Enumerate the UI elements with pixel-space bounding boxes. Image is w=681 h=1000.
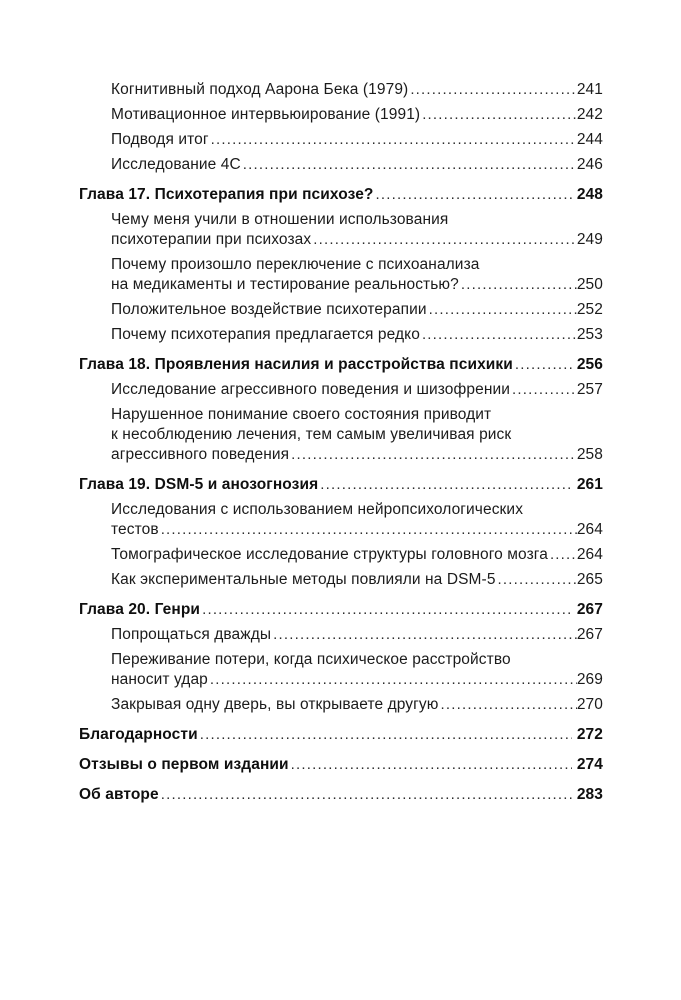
page-number: 256 xyxy=(576,356,603,373)
dot-leader xyxy=(429,300,577,320)
toc-entry-sub xyxy=(79,545,603,565)
toc-entry-title: Глава 18. Проявления насилия и расстройства психики xyxy=(79,356,513,373)
toc-entry-title: Благодарности xyxy=(79,726,198,743)
toc-entry-chapter xyxy=(79,185,603,205)
toc-line xyxy=(111,445,603,465)
toc-entry-title: Об авторе xyxy=(79,786,159,803)
toc-entry-chapter xyxy=(79,600,603,620)
toc-entry-title: Почему психотерапия предлагается редко xyxy=(111,326,420,343)
toc-line xyxy=(111,255,603,275)
page-number: 264 xyxy=(576,546,603,563)
toc-entry-sub xyxy=(79,380,603,400)
table-of-contents xyxy=(79,80,603,810)
toc-entry-sub xyxy=(79,300,603,320)
toc-entry-title: Положительное воздействие психотерапии xyxy=(111,301,427,318)
dot-leader xyxy=(210,670,577,690)
toc-entry-chapter xyxy=(79,785,603,805)
toc-entry-chapter xyxy=(79,725,603,745)
dot-leader xyxy=(291,755,572,775)
toc-entry-title: агрессивного поведения xyxy=(111,446,290,463)
toc-entry-title: Исследования с использованием нейропсихологических xyxy=(111,501,524,518)
toc-entry-title: Отзывы о первом издании xyxy=(79,756,289,773)
toc-line xyxy=(111,545,603,565)
toc-entry-title: Мотивационное интервьюирование (1991) xyxy=(111,106,421,123)
page-number: 253 xyxy=(576,326,603,343)
page-number: 264 xyxy=(576,521,603,538)
dot-leader xyxy=(273,625,577,645)
toc-entry-title: Закрывая одну дверь, вы открываете другую xyxy=(111,696,439,713)
toc-line xyxy=(111,210,603,230)
toc-line xyxy=(111,325,603,345)
toc-line xyxy=(111,230,603,250)
page-number: 241 xyxy=(576,81,603,98)
toc-entry-title: Попрощаться дважды xyxy=(111,626,272,643)
dot-leader xyxy=(498,570,577,590)
toc-line xyxy=(79,600,603,620)
toc-entry-sub xyxy=(79,255,603,295)
toc-entry-chapter xyxy=(79,475,603,495)
page-number: 267 xyxy=(576,626,603,643)
toc-line xyxy=(111,425,603,445)
dot-leader xyxy=(313,230,577,250)
toc-line xyxy=(111,500,603,520)
toc-entry-sub xyxy=(79,500,603,540)
toc-entry-title: Как экспериментальные методы повлияли на DSM-5 xyxy=(111,571,496,588)
toc-line xyxy=(79,355,603,375)
toc-entry-sub xyxy=(79,325,603,345)
toc-entry-chapter xyxy=(79,755,603,775)
page-number: 252 xyxy=(576,301,603,318)
toc-line xyxy=(79,185,603,205)
toc-entry-sub xyxy=(79,155,603,175)
page-number: 270 xyxy=(576,696,603,713)
dot-leader xyxy=(202,600,572,620)
dot-leader xyxy=(441,695,577,715)
toc-entry-title: Переживание потери, когда психическое расстройство xyxy=(111,651,511,668)
page-number: 272 xyxy=(576,726,603,743)
page-number: 265 xyxy=(576,571,603,588)
toc-entry-title: Исследование 4С xyxy=(111,156,241,173)
toc-entry-sub xyxy=(79,105,603,125)
dot-leader xyxy=(291,445,577,465)
page-number: 248 xyxy=(576,186,603,203)
page-number: 274 xyxy=(576,756,603,773)
toc-line xyxy=(111,670,603,690)
page-number: 283 xyxy=(576,786,603,803)
toc-entry-title: Глава 17. Психотерапия при психозе? xyxy=(79,186,374,203)
dot-leader xyxy=(243,155,577,175)
page-number: 267 xyxy=(576,601,603,618)
toc-entry-title: Глава 19. DSM-5 и анозогнозия xyxy=(79,476,319,493)
toc-entry-sub xyxy=(79,405,603,465)
page-number: 261 xyxy=(576,476,603,493)
page-number: 250 xyxy=(576,276,603,293)
toc-line xyxy=(79,785,603,805)
toc-entry-sub xyxy=(79,130,603,150)
dot-leader xyxy=(376,185,572,205)
page-number: 242 xyxy=(576,106,603,123)
toc-line xyxy=(111,80,603,100)
dot-leader xyxy=(200,725,572,745)
toc-line xyxy=(111,300,603,320)
toc-entry-title: психотерапии при психозах xyxy=(111,231,312,248)
toc-entry-title: к несоблюдению лечения, тем самым увеличивая риск xyxy=(111,426,512,443)
toc-entry-title: Томографическое исследование структуры головного мозга xyxy=(111,546,548,563)
dot-leader xyxy=(422,325,577,345)
toc-line xyxy=(111,380,603,400)
toc-entry-sub xyxy=(79,570,603,590)
toc-entry-chapter xyxy=(79,355,603,375)
toc-line xyxy=(111,625,603,645)
dot-leader xyxy=(515,355,572,375)
toc-line xyxy=(111,405,603,425)
dot-leader xyxy=(161,785,572,805)
dot-leader xyxy=(211,130,577,150)
toc-entry-title: Почему произошло переключение с психоанализа xyxy=(111,256,480,273)
dot-leader xyxy=(410,80,577,100)
toc-line xyxy=(111,155,603,175)
toc-entry-sub xyxy=(79,650,603,690)
page-number: 244 xyxy=(576,131,603,148)
toc-line xyxy=(111,130,603,150)
page-number: 257 xyxy=(576,381,603,398)
toc-entry-sub xyxy=(79,80,603,100)
toc-line xyxy=(111,650,603,670)
toc-entry-title: Чему меня учили в отношении использования xyxy=(111,211,449,228)
toc-entry-title: Глава 20. Генри xyxy=(79,601,201,618)
dot-leader xyxy=(461,275,577,295)
toc-line xyxy=(111,275,603,295)
page-number: 258 xyxy=(576,446,603,463)
toc-line xyxy=(111,105,603,125)
toc-entry-title: Когнитивный подход Аарона Бека (1979) xyxy=(111,81,409,98)
dot-leader xyxy=(161,520,577,540)
toc-entry-title: Подводя итог xyxy=(111,131,209,148)
toc-entry-title: тестов xyxy=(111,521,159,538)
dot-leader xyxy=(320,475,572,495)
toc-entry-title: Нарушенное понимание своего состояния приводит xyxy=(111,406,492,423)
dot-leader xyxy=(512,380,577,400)
toc-line xyxy=(111,520,603,540)
toc-entry-title: на медикаменты и тестирование реальностью? xyxy=(111,276,459,293)
page-number: 249 xyxy=(576,231,603,248)
dot-leader xyxy=(550,545,577,565)
toc-line xyxy=(79,475,603,495)
toc-entry-title: наносит удар xyxy=(111,671,208,688)
dot-leader xyxy=(422,105,577,125)
toc-entry-sub xyxy=(79,210,603,250)
toc-line xyxy=(111,695,603,715)
toc-line xyxy=(79,725,603,745)
page-number: 246 xyxy=(576,156,603,173)
toc-entry-sub xyxy=(79,695,603,715)
toc-line xyxy=(79,755,603,775)
toc-line xyxy=(111,570,603,590)
page-number: 269 xyxy=(576,671,603,688)
toc-entry-sub xyxy=(79,625,603,645)
toc-entry-title: Исследование агрессивного поведения и шизофрении xyxy=(111,381,510,398)
